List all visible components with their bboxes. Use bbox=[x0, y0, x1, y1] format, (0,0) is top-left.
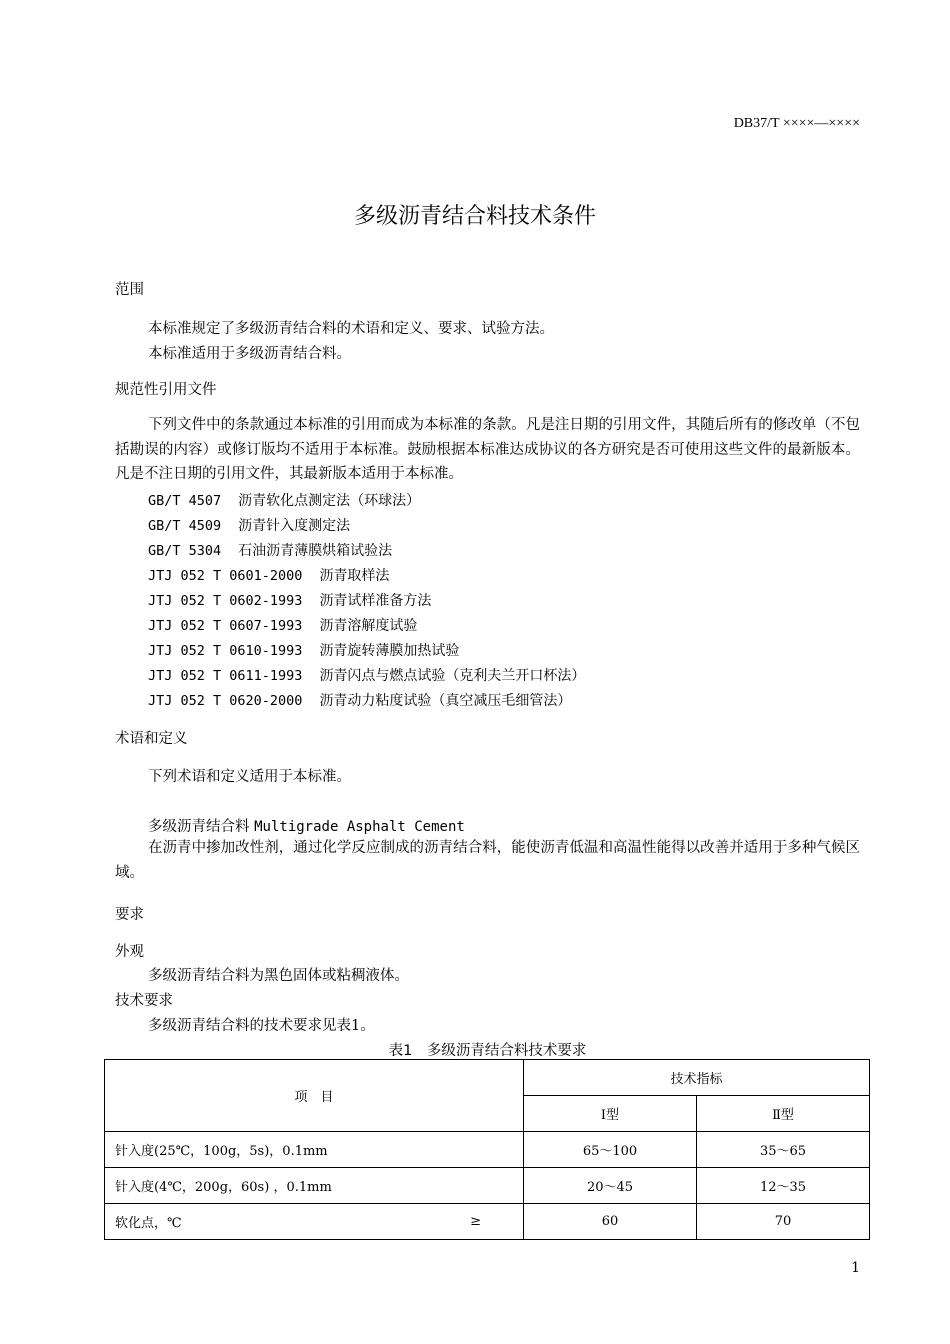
row-value-1: 20～45 bbox=[524, 1168, 697, 1204]
reference-code: JTJ 052 T 0607-1993 bbox=[148, 618, 303, 634]
row-item bbox=[105, 1132, 524, 1168]
header-item: 项 目 bbox=[105, 1060, 524, 1132]
header-type-1: Ⅰ型 bbox=[524, 1096, 697, 1132]
table-row bbox=[105, 1132, 870, 1168]
row-value-2: 70 bbox=[697, 1204, 870, 1240]
subsection-heading-tech: 技术要求 bbox=[115, 993, 173, 1009]
reference-item bbox=[148, 540, 392, 560]
term-chinese: 多级沥青结合料 bbox=[148, 819, 250, 835]
reference-name: 沥青溶解度试验 bbox=[319, 618, 418, 634]
reference-item bbox=[148, 640, 459, 660]
section-heading-scope: 范围 bbox=[115, 282, 144, 298]
reference-name: 沥青动力粘度试验（真空减压毛细管法） bbox=[319, 693, 572, 709]
row-symbol: ≥ bbox=[470, 1214, 481, 1229]
table-caption: 表1 多级沥青结合料技术要求 bbox=[388, 1043, 587, 1059]
reference-name: 石油沥青薄膜烘箱试验法 bbox=[238, 543, 393, 559]
reference-item bbox=[148, 565, 389, 585]
reference-item bbox=[148, 665, 585, 685]
reference-code: JTJ 052 T 0601-2000 bbox=[148, 568, 303, 584]
term-english: Multigrade Asphalt Cement bbox=[254, 819, 465, 835]
reference-code: JTJ 052 T 0610-1993 bbox=[148, 643, 303, 659]
reference-name: 沥青闪点与燃点试验（克利夫兰开口杯法） bbox=[319, 668, 586, 684]
table-row bbox=[105, 1204, 870, 1240]
reference-name: 沥青针入度测定法 bbox=[238, 518, 351, 534]
scope-line-2: 本标准适用于多级沥青结合料。 bbox=[148, 346, 351, 362]
reference-name: 沥青取样法 bbox=[319, 568, 390, 584]
row-item-label: 针入度(25℃，100g，5s)，0.1mm bbox=[115, 1144, 328, 1159]
document-code: DB37/T ××××—×××× bbox=[733, 116, 860, 131]
reference-name: 沥青软化点测定法（环球法） bbox=[238, 493, 421, 509]
reference-item bbox=[148, 690, 571, 710]
document-title: 多级沥青结合料技术条件 bbox=[353, 204, 596, 229]
tech-text: 多级沥青结合料的技术要求见表1。 bbox=[148, 1018, 375, 1034]
technical-requirements-table bbox=[104, 1059, 870, 1240]
reference-code: JTJ 052 T 0620-2000 bbox=[148, 693, 303, 709]
reference-code: GB/T 4507 bbox=[148, 493, 222, 509]
row-value-1: 60 bbox=[524, 1204, 697, 1240]
term-definition: 在沥青中掺加改性剂，通过化学反应制成的沥青结合料，能使沥青低温和高温性能得以改善并适用于多种气候区域。 bbox=[115, 840, 860, 881]
section-heading-normative: 规范性引用文件 bbox=[115, 382, 217, 398]
reference-code: GB/T 5304 bbox=[148, 543, 222, 559]
row-value-2: 12～35 bbox=[697, 1168, 870, 1204]
normative-intro-paragraph: 下列文件中的条款通过本标准的引用而成为本标准的条款。凡是注日期的引用文件，其随后所有的修改单（不包括勘误的内容）或修订版均不适用于本标准。鼓励根据本标准达成协议的各方研究是否可使用这些文件的最新版本。凡是不注日期的引用文件，其最新版本适用于本标准。 bbox=[115, 417, 860, 482]
reference-name: 沥青旋转薄膜加热试验 bbox=[319, 643, 460, 659]
subsection-heading-appearance: 外观 bbox=[115, 944, 144, 960]
row-item bbox=[105, 1168, 524, 1204]
header-type-2: Ⅱ型 bbox=[697, 1096, 870, 1132]
terms-intro: 下列术语和定义适用于本标准。 bbox=[148, 769, 351, 785]
row-item bbox=[105, 1204, 524, 1240]
table-row bbox=[105, 1168, 870, 1204]
header-index: 技术指标 bbox=[524, 1060, 870, 1096]
term-entry bbox=[148, 815, 465, 836]
reference-code: JTJ 052 T 0611-1993 bbox=[148, 668, 303, 684]
reference-item bbox=[148, 490, 420, 510]
page-number: 1 bbox=[851, 1260, 860, 1276]
reference-item bbox=[148, 590, 431, 610]
row-value-2: 35～65 bbox=[697, 1132, 870, 1168]
appearance-text: 多级沥青结合料为黑色固体或粘稠液体。 bbox=[148, 968, 409, 984]
reference-name: 沥青试样准备方法 bbox=[319, 593, 432, 609]
row-value-1: 65～100 bbox=[524, 1132, 697, 1168]
row-item-label: 软化点，℃ bbox=[115, 1216, 182, 1231]
reference-item bbox=[148, 515, 350, 535]
section-heading-requirements: 要求 bbox=[115, 907, 144, 923]
reference-code: GB/T 4509 bbox=[148, 518, 222, 534]
scope-line-1: 本标准规定了多级沥青结合料的术语和定义、要求、试验方法。 bbox=[148, 321, 554, 337]
section-heading-terms: 术语和定义 bbox=[115, 731, 188, 747]
reference-item bbox=[148, 615, 417, 635]
reference-code: JTJ 052 T 0602-1993 bbox=[148, 593, 303, 609]
row-item-label: 针入度(4℃，200g，60s) ，0.1mm bbox=[115, 1180, 332, 1195]
